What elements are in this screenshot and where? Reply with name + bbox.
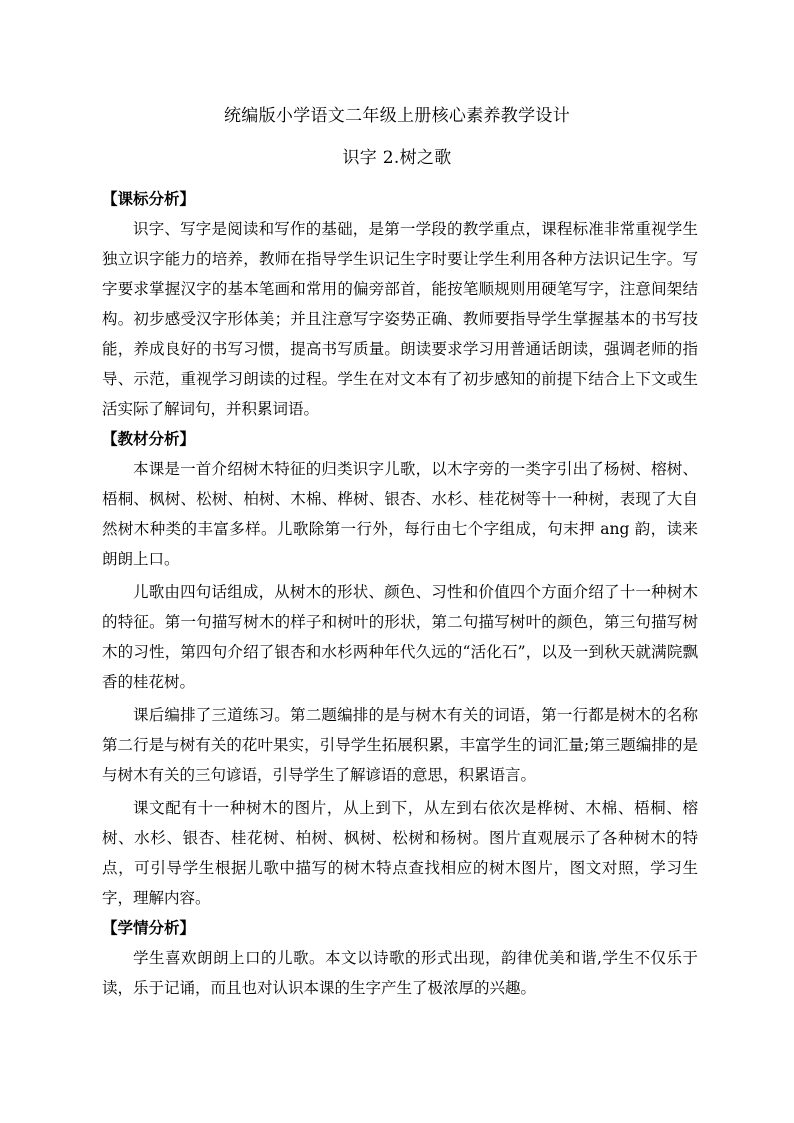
lesson-subtitle: 识字 2.树之歌 <box>342 148 452 168</box>
paragraph: 儿歌由四句话组成，从树木的形状、颜色、习性和价值四个方面介绍了十一种树木的特征。第一句描写树木的样子和树叶的形状，第二句描写树叶的颜色，第三句描写树木的习性，第四句介绍了银杏和水杉两种年代久远的“活化石”，以及一到秋天就满院飘香的桂花树。 <box>102 583 698 691</box>
section-learner-analysis <box>102 913 698 1003</box>
paragraph: 课后编排了三道练习。第二题编排的是与树木有关的词语，第一行都是树木的名称第二行是与树有关的花叶果实，引导学生拓展积累，丰富学生的词汇量;第三题编排的是与树木有关的三句谚语，引导学生了解谚语的意思，积累语言。 <box>102 706 698 784</box>
section-textbook-analysis <box>102 424 698 913</box>
document-body <box>102 184 698 1003</box>
section-heading: 【学情分析】 <box>102 919 196 937</box>
document-title: 统编版小学语文二年级上册核心素养教学设计 <box>224 106 570 126</box>
section-heading: 【课标分析】 <box>102 190 196 208</box>
paragraph: 学生喜欢朗朗上口的儿歌。本文以诗歌的形式出现，韵律优美和谐,学生不仅乐于读，乐于记诵，而且也对认识本课的生字产生了极浓厚的兴趣。 <box>102 949 698 997</box>
paragraph: 识字、写字是阅读和写作的基础，是第一学段的教学重点，课程标准非常重视学生独立识字能力的培养，教师在指导学生识记生字时要让学生利用各种方法识记生字。写字要求掌握汉字的基本笔画和常用的偏旁部首，能按笔顺规则用硬笔写字，注意间架结构。初步感受汉字形体美；并且注意写字姿势正确、教师要指导学生掌握基本的书写技能，养成良好的书写习惯，提高书写质量。朗读要求学习用普通话朗读，强调老师的指导、示范，重视学习朗读的过程。学生在对文本有了初步感知的前提下结合上下文或生活实际了解词句，并积累词语。 <box>102 220 698 418</box>
paragraph: 课文配有十一种树木的图片，从上到下，从左到右依次是桦树、木棉、梧桐、榕树、水杉、银杏、桂花树、柏树、枫树、松树和杨树。图片直观展示了各种树木的特点，可引导学生根据儿歌中描写的树木特点查找相应的树木图片，图文对照，学习生字，理解内容。 <box>102 799 698 907</box>
paragraph: 本课是一首介绍树木特征的归类识字儿歌，以木字旁的一类字引出了杨树、榕树、梧桐、枫树、松树、柏树、木棉、桦树、银杏、水杉、桂花树等十一种树，表现了大自然树木种类的丰富多样。儿歌除第一行外，每行由七个字组成，句末押 ang 韵，读来朗朗上口。 <box>102 460 698 568</box>
section-heading: 【教材分析】 <box>102 430 196 448</box>
section-curriculum-analysis <box>102 184 698 424</box>
